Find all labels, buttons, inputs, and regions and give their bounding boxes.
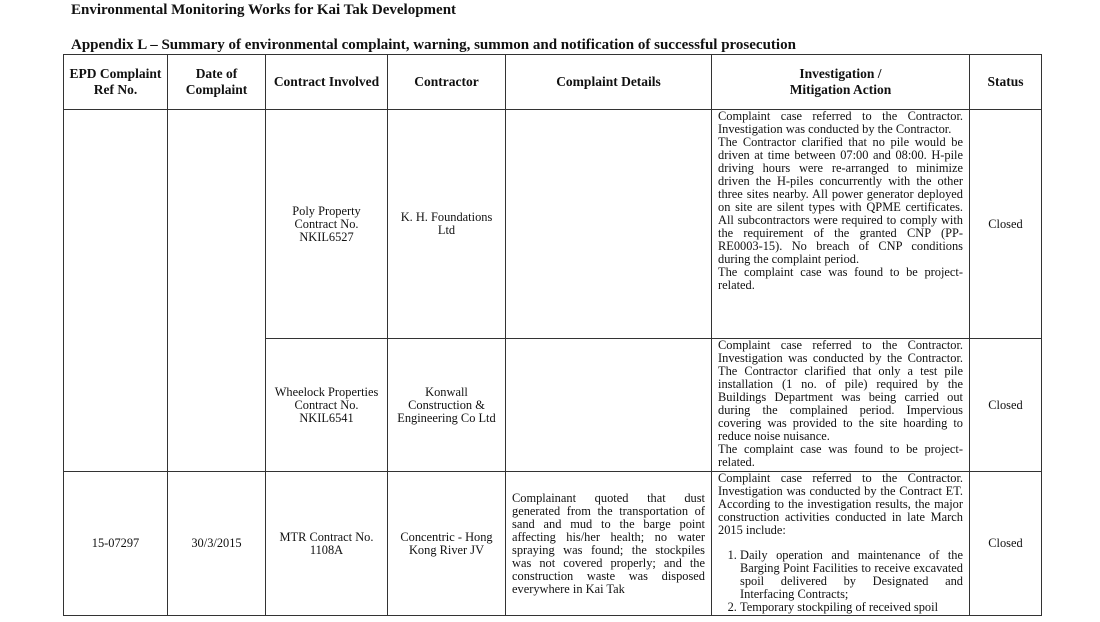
table-row [64,472,1042,616]
investigation-paragraph: The complaint case was found to be project-related. [718,265,963,292]
status-cell: Closed [970,339,1042,472]
contract-cell: MTR Contract No. 1108A [266,472,388,616]
header-row [64,55,1042,110]
investigation-paragraph: Complaint case referred to the Contractor. Investigation was conducted by the Contractor. The Contractor clarified that only a test pile installation (1 no. of pile) required by the Buildings Department was being carried out during the complained period. Impervious covering was provided to the site hoarding to reduce noise nuisance. [718,338,963,443]
header-details: Complaint Details [506,55,712,110]
header-investigation-line2: Mitigation Action [789,82,892,97]
investigation-cell [712,110,970,339]
header-ref: EPD Complaint Ref No. [64,55,168,110]
details-cell: Complainant quoted that dust generated from the transportation of sand and mud to the barge point affecting his/her health; no water spraying was found; the stockpiles was not covered properly; and the construction waste was disposed everywhere in Kai Tak [506,472,712,616]
header-status: Status [970,55,1042,110]
ref-cell: 15-07297 [64,472,168,616]
header-date: Date of Complaint [168,55,266,110]
contractor-cell: K. H. Foundations Ltd [388,110,506,339]
list-item: 2. Temporary stockpiling of received spoil [740,601,963,614]
activity-list [718,549,963,614]
date-cell: 30/3/2015 [168,472,266,616]
contract-cell: Wheelock Properties Contract No. NKIL6541 [266,339,388,472]
contract-cell: Poly Property Contract No. NKIL6527 [266,110,388,339]
investigation-paragraph: Complaint case referred to the Contractor. Investigation was conducted by the Contractor. [718,109,963,136]
ref-cell [64,110,168,472]
details-cell [506,110,712,339]
header-contractor: Contractor [388,55,506,110]
complaint-summary-table [63,54,1042,616]
investigation-intro: Complaint case referred to the Contractor. Investigation was conducted by the Contract ET. According to the investigation results, the major construction activities conducted in late March 2015 include: [718,471,963,537]
status-cell: Closed [970,472,1042,616]
investigation-paragraph: The Contractor clarified that no pile would be driven at time between 07:00 and 08:00. H-pile driving hours were re-arranged to minimize driven the H-piles concurrently with the other three sites nearby. All power generator deployed on site are silent types with QPME certificates. All subcontractors were required to comply with the requirement of the granted CNP (PP-RE0003-15). No breach of CNP conditions during the complaint period. [718,135,963,266]
appendix-title: Appendix L – Summary of environmental complaint, warning, summon and notification of successful prosecution [71,37,796,53]
document-title: Environmental Monitoring Works for Kai Tak Development [71,2,457,18]
investigation-paragraph: The complaint case was found to be project-related. [718,442,963,469]
contractor-cell: Konwall Construction & Engineering Co Ltd [388,339,506,472]
investigation-cell [712,472,970,616]
details-cell [506,339,712,472]
header-investigation [712,55,970,110]
table-row [64,110,1042,339]
date-cell [168,110,266,472]
header-investigation-line1: Investigation / [799,66,882,81]
header-contract: Contract Involved [266,55,388,110]
contractor-cell: Concentric - Hong Kong River JV [388,472,506,616]
list-item: 1. Daily operation and maintenance of the Barging Point Facilities to receive excavated spoil delivered by Designated and Interfacing Contracts; [740,549,963,601]
status-cell: Closed [970,110,1042,339]
investigation-cell [712,339,970,472]
